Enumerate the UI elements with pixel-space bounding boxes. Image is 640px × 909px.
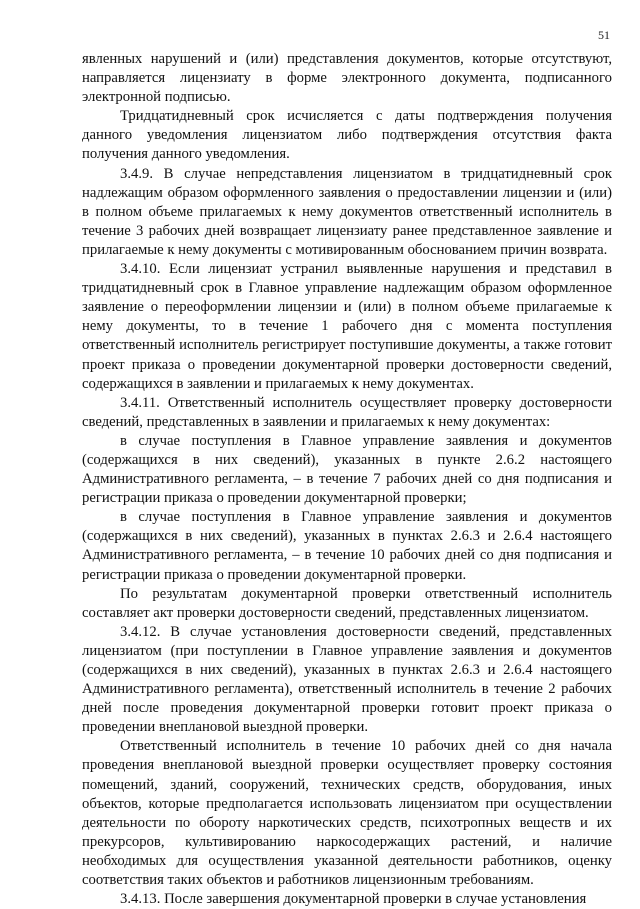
paragraph-case-2-6-2: в случае поступления в Главное управление заявления и документов (содержащихся в них сведений), указанных в пункте 2.6.2 настоящего Административного регламента, – в течение 7 рабочих дней со дня подписания и регистрации приказа о проведении документарной проверки; [82,432,612,507]
paragraph-onsite-inspection: Ответственный исполнитель в течение 10 рабочих дней со дня начала проведения внеплановой выездной проверки осуществляет проверку состояния помещений, зданий, сооружений, технических средств, оборудования, иных объектов, которые предполагается использовать лицензиатом при осуществлении деятельности по обороту наркотических средств, психотропных веществ и их прекурсоров, культивированию наркосодержащих растений, и наличие необходимых для осуществления указанной деятельности работников, оценку соответствия таких объектов и работников лицензионным требованиям. [82,738,612,889]
paragraph-inspection-act: По результатам документарной проверки ответственный исполнитель составляет акт проверки достоверности сведений, представленных лицензиатом. [82,585,612,621]
paragraph-continuation: явленных нарушений и (или) представления документов, которые отсутствуют, направляется лицензиату в форме электронного документа, подписанного электронной подписью. [82,51,612,106]
paragraph-thirty-day-term: Тридцатидневный срок исчисляется с даты подтверждения получения данного уведомления лицензиатом либо подтверждения отсутствия факта получения данного уведомления. [82,108,612,163]
paragraph-3-4-13: 3.4.13. После завершения документарной проверки в случае установления [120,891,587,908]
paragraph-3-4-10: 3.4.10. Если лицензиат устранил выявленные нарушения и представил в тридцатидневный срок в Главное управление надлежащим образом оформленное заявление о переоформлении лицензии и (или) в полном объеме прилагаемые к нему документы, то в течение 1 рабочего дня с момента поступления ответственный исполнитель регистрирует поступившие документы, а также готовит проект приказа о проведении документарной проверки достоверности сведений, содержащихся в заявлении и прилагаемых к нему документах. [82,261,612,392]
paragraph-3-4-9: 3.4.9. В случае непредставления лицензиатом в тридцатидневный срок надлежащим образом оформленного заявления о предоставлении лицензии и (или) в полном объеме прилагаемых к нему документов ответственный исполнитель в течение 3 рабочих дней возвращает лицензиату ранее представленное заявление и прилагаемые к нему документы с мотивированным обоснованием причин возврата. [82,165,612,258]
page-number: 51 [598,28,610,42]
paragraph-3-4-12: 3.4.12. В случае установления достоверности сведений, представленных лицензиатом (при поступлении в Главное управление заявления и документов (содержащихся в них сведений), указанных в пунктах 2.6.3 и 2.6.4 настоящего Административного регламента), ответственный исполнитель в течение 2 рабочих дней после проведения документарной проверки готовит проект приказа о проведении внеплановой выездной проверки. [82,623,612,736]
document-body [82,50,612,909]
paragraph-case-2-6-3-2-6-4: в случае поступления в Главное управление заявления и документов (содержащихся в них сведений), указанных в пунктах 2.6.3 и 2.6.4 настоящего Административного регламента, – в течение 10 рабочих дней со дня подписания и регистрации приказа о проведении документарной проверки. [82,509,612,583]
paragraph-3-4-11: 3.4.11. Ответственный исполнитель осуществляет проверку достоверности сведений, представленных в заявлении и прилагаемых к нему документах: [82,394,612,430]
